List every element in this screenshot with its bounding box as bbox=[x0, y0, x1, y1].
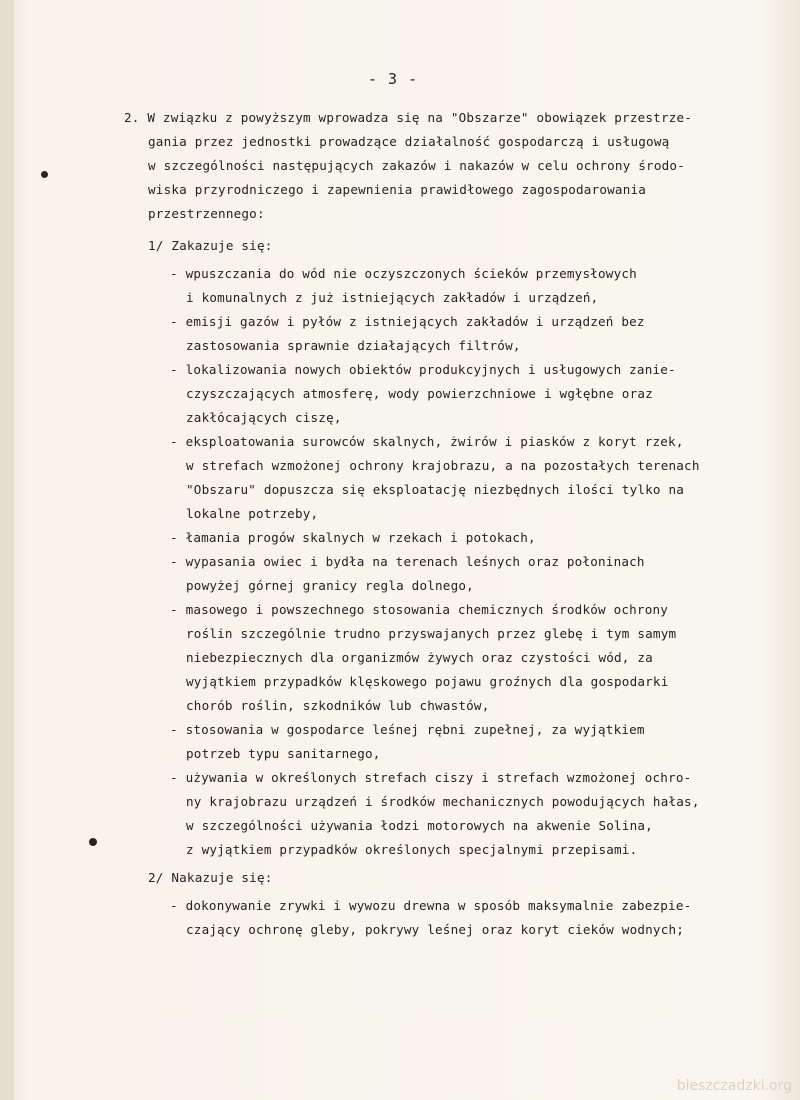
text-line: przestrzennego: bbox=[148, 206, 265, 221]
text-line: powyżej górnej granicy regla dolnego, bbox=[186, 578, 474, 593]
punch-hole-mark bbox=[89, 838, 97, 846]
page-edge-shadow bbox=[0, 0, 14, 1100]
text-line: - lokalizowania nowych obiektów produkcyjnych i usługowych zanie- bbox=[170, 362, 676, 377]
text-line: i komunalnych z już istniejących zakładów i urządzeń, bbox=[186, 290, 599, 305]
text-line: 2. W związku z powyższym wprowadza się na "Obszarze" obowiązek przestrze- bbox=[124, 110, 693, 125]
text-line: gania przez jednostki prowadzące działalność gospodarczą i usługową bbox=[148, 134, 670, 149]
text-line: chorób roślin, szkodników lub chwastów, bbox=[186, 698, 490, 713]
text-line: czający ochronę gleby, pokrywy leśnej oraz koryt cieków wodnych; bbox=[186, 922, 685, 937]
text-line: zakłócających ciszę, bbox=[186, 410, 342, 425]
text-line: wiska przyrodniczego i zapewnienia prawidłowego zagospodarowania bbox=[148, 182, 647, 197]
punch-hole-mark bbox=[41, 171, 48, 178]
text-line: - wpuszczania do wód nie oczyszczonych ścieków przemysłowych bbox=[170, 266, 637, 281]
text-line: wyjątkiem przypadków klęskowego pojawu groźnych dla gospodarki bbox=[186, 674, 669, 689]
text-line: roślin szczególnie trudno przyswajanych przez glebę i tym samym bbox=[186, 626, 677, 641]
text-line: w szczególności następujących zakazów i nakazów w celu ochrony środo- bbox=[148, 158, 685, 173]
text-line: 1/ Zakazuje się: bbox=[148, 238, 273, 253]
text-line: - emisji gazów i pyłów z istniejących zakładów i urządzeń bez bbox=[170, 314, 645, 329]
text-line: - masowego i powszechnego stosowania chemicznych środków ochrony bbox=[170, 602, 669, 617]
text-line: lokalne potrzeby, bbox=[186, 506, 319, 521]
text-line: niebezpiecznych dla organizmów żywych oraz czystości wód, za bbox=[186, 650, 653, 665]
text-line: - dokonywanie zrywki i wywozu drewna w sposób maksymalnie zabezpie- bbox=[170, 898, 692, 913]
text-line: z wyjątkiem przypadków określonych specjalnymi przepisami. bbox=[186, 842, 638, 857]
page-number: - 3 - bbox=[368, 70, 419, 88]
text-line: - eksploatowania surowców skalnych, żwirów i piasków z koryt rzek, bbox=[170, 434, 684, 449]
text-line: zastosowania sprawnie działających filtrów, bbox=[186, 338, 521, 353]
text-line: "Obszaru" dopuszcza się eksploatację niezbędnych ilości tylko na bbox=[186, 482, 685, 497]
text-line: w strefach wzmożonej ochrony krajobrazu, a na pozostałych terenach bbox=[186, 458, 700, 473]
text-line: w szczególności używania łodzi motorowych na akwenie Solina, bbox=[186, 818, 653, 833]
text-line: czyszczających atmosferę, wody powierzchniowe i wgłębne oraz bbox=[186, 386, 653, 401]
text-line: - łamania progów skalnych w rzekach i potokach, bbox=[170, 530, 536, 545]
text-line: - stosowania w gospodarce leśnej rębni zupełnej, za wyjątkiem bbox=[170, 722, 645, 737]
text-line: - używania w określonych strefach ciszy i strefach wzmożonej ochro- bbox=[170, 770, 692, 785]
text-line: ny krajobrazu urządzeń i środków mechanicznych powodujących hałas, bbox=[186, 794, 700, 809]
text-line: 2/ Nakazuje się: bbox=[148, 870, 273, 885]
text-line: - wypasania owiec i bydła na terenach leśnych oraz połoninach bbox=[170, 554, 645, 569]
watermark: bieszczadzki.org bbox=[676, 1078, 792, 1094]
text-line: potrzeb typu sanitarnego, bbox=[186, 746, 381, 761]
